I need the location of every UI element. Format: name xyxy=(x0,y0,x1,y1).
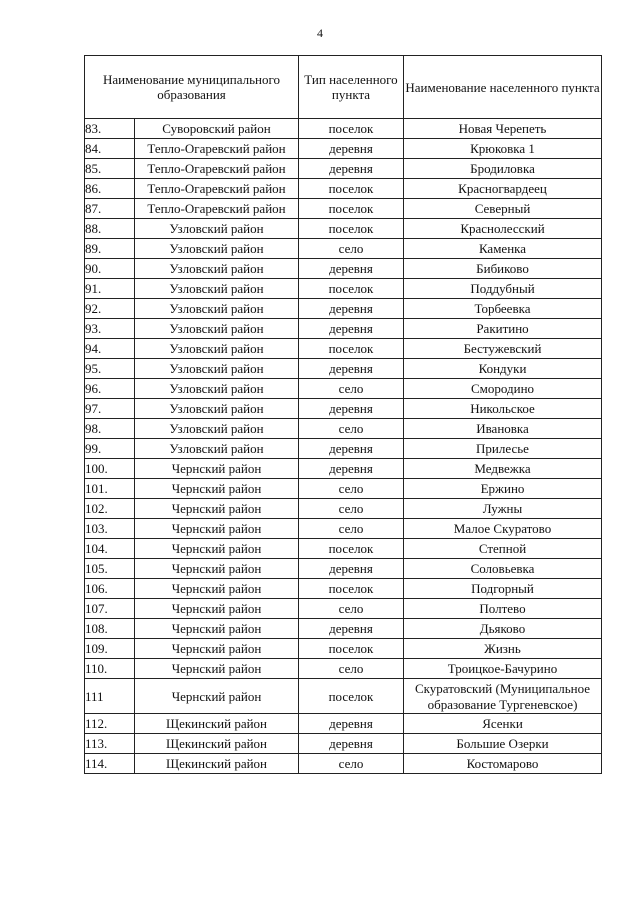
row-type: деревня xyxy=(299,619,404,639)
table-row xyxy=(85,519,602,539)
row-number: 93. xyxy=(85,319,135,339)
table-row xyxy=(85,734,602,754)
row-number: 94. xyxy=(85,339,135,359)
table-body xyxy=(85,119,602,774)
row-type: деревня xyxy=(299,319,404,339)
row-municipality: Узловский район xyxy=(135,299,299,319)
row-number: 96. xyxy=(85,379,135,399)
row-municipality: Чернский район xyxy=(135,679,299,714)
row-municipality: Чернский район xyxy=(135,519,299,539)
table-row xyxy=(85,239,602,259)
row-type: поселок xyxy=(299,279,404,299)
row-number: 107. xyxy=(85,599,135,619)
row-name: Медвежка xyxy=(404,459,602,479)
table-row xyxy=(85,199,602,219)
row-name: Дьяково xyxy=(404,619,602,639)
row-name: Красногвардеец xyxy=(404,179,602,199)
table-row xyxy=(85,579,602,599)
row-number: 85. xyxy=(85,159,135,179)
row-type: село xyxy=(299,659,404,679)
table-row xyxy=(85,459,602,479)
table-header-row xyxy=(85,56,602,119)
row-name: Крюковка 1 xyxy=(404,139,602,159)
table-row xyxy=(85,539,602,559)
row-name: Костомарово xyxy=(404,754,602,774)
row-municipality: Чернский район xyxy=(135,499,299,519)
row-number: 86. xyxy=(85,179,135,199)
row-name: Прилесье xyxy=(404,439,602,459)
table-row xyxy=(85,259,602,279)
table-row xyxy=(85,299,602,319)
row-number: 87. xyxy=(85,199,135,219)
row-municipality: Узловский район xyxy=(135,399,299,419)
table-row xyxy=(85,119,602,139)
row-name: Большие Озерки xyxy=(404,734,602,754)
row-type: поселок xyxy=(299,219,404,239)
row-type: поселок xyxy=(299,179,404,199)
row-number: 110. xyxy=(85,659,135,679)
row-municipality: Чернский район xyxy=(135,619,299,639)
row-name: Скуратовский (Муниципальное образование Тургеневское) xyxy=(404,679,602,714)
row-number: 109. xyxy=(85,639,135,659)
row-number: 104. xyxy=(85,539,135,559)
table-row xyxy=(85,279,602,299)
row-municipality: Тепло-Огаревский район xyxy=(135,199,299,219)
row-type: поселок xyxy=(299,539,404,559)
row-municipality: Чернский район xyxy=(135,459,299,479)
row-number: 97. xyxy=(85,399,135,419)
row-type: село xyxy=(299,479,404,499)
row-municipality: Щекинский район xyxy=(135,714,299,734)
row-type: поселок xyxy=(299,339,404,359)
row-municipality: Чернский район xyxy=(135,479,299,499)
row-type: деревня xyxy=(299,139,404,159)
row-name: Бестужевский xyxy=(404,339,602,359)
table-row xyxy=(85,399,602,419)
settlements-table xyxy=(84,55,602,774)
header-type: Тип населенного пункта xyxy=(299,56,404,119)
row-municipality: Суворовский район xyxy=(135,119,299,139)
row-municipality: Узловский район xyxy=(135,279,299,299)
row-type: поселок xyxy=(299,579,404,599)
table-row xyxy=(85,339,602,359)
row-name: Жизнь xyxy=(404,639,602,659)
row-type: деревня xyxy=(299,714,404,734)
row-number: 103. xyxy=(85,519,135,539)
row-name: Полтево xyxy=(404,599,602,619)
row-type: поселок xyxy=(299,119,404,139)
row-type: деревня xyxy=(299,459,404,479)
table-row xyxy=(85,179,602,199)
table-row xyxy=(85,499,602,519)
row-number: 99. xyxy=(85,439,135,459)
table-row xyxy=(85,714,602,734)
row-type: село xyxy=(299,499,404,519)
row-municipality: Чернский район xyxy=(135,599,299,619)
row-name: Малое Скуратово xyxy=(404,519,602,539)
row-type: деревня xyxy=(299,399,404,419)
row-name: Степной xyxy=(404,539,602,559)
table-row xyxy=(85,379,602,399)
row-name: Ракитино xyxy=(404,319,602,339)
row-type: село xyxy=(299,239,404,259)
row-number: 106. xyxy=(85,579,135,599)
row-type: село xyxy=(299,599,404,619)
table-row xyxy=(85,439,602,459)
table-row xyxy=(85,159,602,179)
row-municipality: Чернский район xyxy=(135,539,299,559)
row-name: Подгорный xyxy=(404,579,602,599)
row-name: Смородино xyxy=(404,379,602,399)
row-type: поселок xyxy=(299,639,404,659)
header-municipality: Наименование муниципального образования xyxy=(85,56,299,119)
row-number: 98. xyxy=(85,419,135,439)
row-number: 111 xyxy=(85,679,135,714)
row-municipality: Узловский район xyxy=(135,239,299,259)
row-type: деревня xyxy=(299,159,404,179)
row-name: Троицкое-Бачурино xyxy=(404,659,602,679)
row-type: деревня xyxy=(299,734,404,754)
row-number: 101. xyxy=(85,479,135,499)
row-municipality: Чернский район xyxy=(135,639,299,659)
table-row xyxy=(85,599,602,619)
row-name: Торбеевка xyxy=(404,299,602,319)
table-row xyxy=(85,419,602,439)
row-type: деревня xyxy=(299,559,404,579)
table-row xyxy=(85,139,602,159)
row-municipality: Тепло-Огаревский район xyxy=(135,139,299,159)
table-row xyxy=(85,559,602,579)
row-number: 88. xyxy=(85,219,135,239)
row-type: село xyxy=(299,419,404,439)
row-municipality: Узловский район xyxy=(135,419,299,439)
row-number: 89. xyxy=(85,239,135,259)
row-number: 114. xyxy=(85,754,135,774)
table-row xyxy=(85,219,602,239)
row-number: 92. xyxy=(85,299,135,319)
row-number: 112. xyxy=(85,714,135,734)
row-municipality: Узловский район xyxy=(135,319,299,339)
row-municipality: Узловский район xyxy=(135,339,299,359)
row-municipality: Щекинский район xyxy=(135,754,299,774)
row-municipality: Узловский район xyxy=(135,439,299,459)
row-name: Новая Черепеть xyxy=(404,119,602,139)
row-type: деревня xyxy=(299,259,404,279)
row-type: деревня xyxy=(299,299,404,319)
table-row xyxy=(85,619,602,639)
page-number: 4 xyxy=(317,26,323,40)
table-row xyxy=(85,659,602,679)
row-name: Бродиловка xyxy=(404,159,602,179)
row-municipality: Чернский район xyxy=(135,579,299,599)
row-number: 108. xyxy=(85,619,135,639)
header-name: Наименование населенного пункта xyxy=(404,56,602,119)
row-name: Поддубный xyxy=(404,279,602,299)
table-row xyxy=(85,479,602,499)
row-number: 113. xyxy=(85,734,135,754)
row-municipality: Узловский район xyxy=(135,259,299,279)
row-number: 90. xyxy=(85,259,135,279)
row-name: Кондуки xyxy=(404,359,602,379)
row-name: Ясенки xyxy=(404,714,602,734)
row-name: Ержино xyxy=(404,479,602,499)
row-name: Каменка xyxy=(404,239,602,259)
row-type: село xyxy=(299,379,404,399)
row-municipality: Узловский район xyxy=(135,219,299,239)
row-municipality: Узловский район xyxy=(135,379,299,399)
row-name: Никольское xyxy=(404,399,602,419)
row-name: Краснолесский xyxy=(404,219,602,239)
row-municipality: Тепло-Огаревский район xyxy=(135,179,299,199)
row-type: село xyxy=(299,754,404,774)
row-number: 100. xyxy=(85,459,135,479)
row-type: поселок xyxy=(299,679,404,714)
row-number: 95. xyxy=(85,359,135,379)
row-type: село xyxy=(299,519,404,539)
row-name: Бибиково xyxy=(404,259,602,279)
table-row xyxy=(85,679,602,714)
row-name: Соловьевка xyxy=(404,559,602,579)
row-name: Ивановка xyxy=(404,419,602,439)
table-row xyxy=(85,319,602,339)
row-municipality: Чернский район xyxy=(135,559,299,579)
row-number: 105. xyxy=(85,559,135,579)
table-row xyxy=(85,639,602,659)
row-type: деревня xyxy=(299,359,404,379)
row-name: Лужны xyxy=(404,499,602,519)
row-number: 83. xyxy=(85,119,135,139)
table-row xyxy=(85,359,602,379)
row-number: 91. xyxy=(85,279,135,299)
table-row xyxy=(85,754,602,774)
row-municipality: Узловский район xyxy=(135,359,299,379)
row-municipality: Щекинский район xyxy=(135,734,299,754)
row-type: деревня xyxy=(299,439,404,459)
row-type: поселок xyxy=(299,199,404,219)
row-number: 102. xyxy=(85,499,135,519)
row-municipality: Чернский район xyxy=(135,659,299,679)
row-name: Северный xyxy=(404,199,602,219)
row-municipality: Тепло-Огаревский район xyxy=(135,159,299,179)
row-number: 84. xyxy=(85,139,135,159)
